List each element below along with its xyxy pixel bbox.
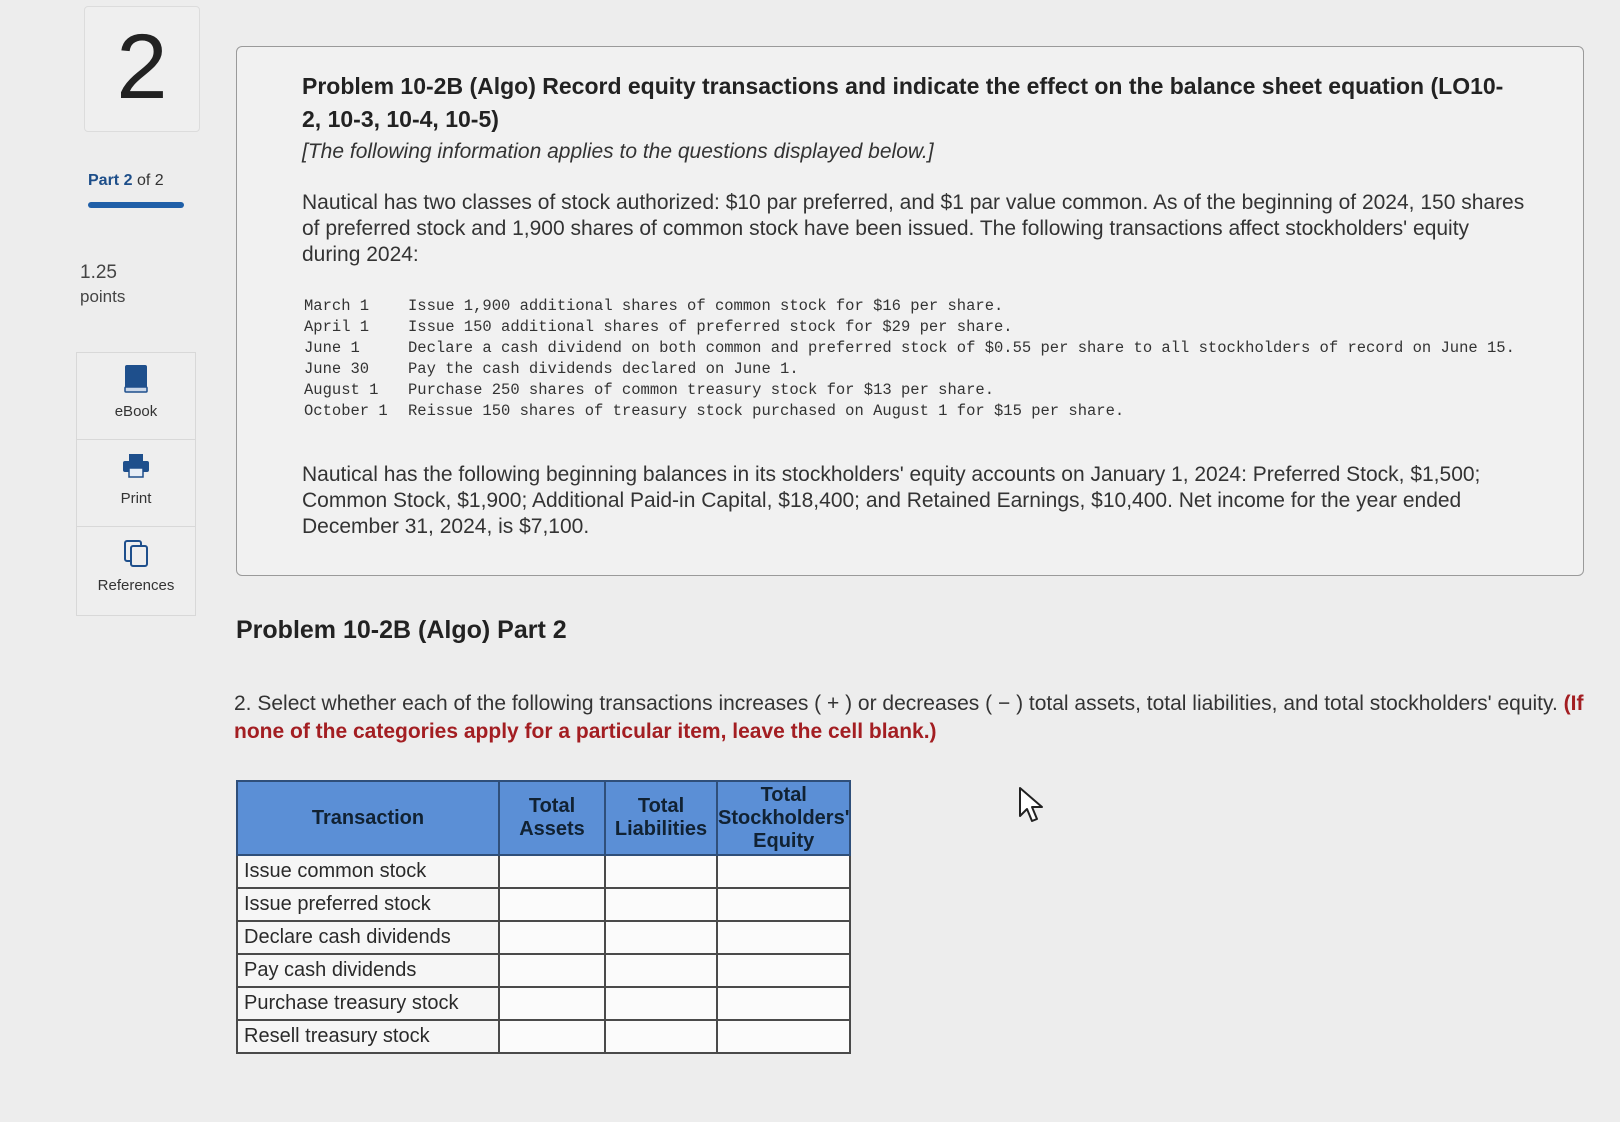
part-current: 2: [123, 172, 133, 189]
table-row: [237, 987, 850, 1020]
question-number-box: [84, 6, 200, 132]
part-progress-bar: [88, 202, 184, 208]
transaction-label: Issue common stock: [237, 855, 499, 888]
print-label: Print: [120, 490, 152, 507]
references-label: References: [97, 577, 175, 594]
transaction-row: [304, 338, 1524, 359]
transaction-label: Resell treasury stock: [237, 1020, 499, 1053]
question-number: 2: [116, 16, 168, 118]
part-heading: Problem 10-2B (Algo) Part 2: [236, 616, 567, 644]
total-equity-select[interactable]: [717, 1020, 850, 1053]
transaction-desc: Reissue 150 shares of treasury stock purchased on August 1 for $15 per share.: [408, 402, 1125, 420]
total-liabilities-select[interactable]: [605, 987, 717, 1020]
table-row: [237, 954, 850, 987]
instruction-text: [234, 690, 1604, 746]
transaction-desc: Purchase 250 shares of common treasury stock for $13 per share.: [408, 381, 994, 399]
total-equity-select[interactable]: [717, 921, 850, 954]
transaction-row: [304, 380, 1524, 401]
transaction-row: [304, 401, 1524, 422]
part-indicator: [88, 172, 164, 190]
part-prefix: Part: [88, 172, 120, 189]
transaction-date: March 1: [304, 297, 370, 315]
transaction-desc: Declare a cash dividend on both common and preferred stock of $0.55 per share to all stockholders of record on June 15.: [408, 339, 1515, 357]
print-button[interactable]: [77, 440, 195, 527]
total-assets-select[interactable]: [499, 888, 605, 921]
table-row: [237, 888, 850, 921]
total-equity-select[interactable]: [717, 855, 850, 888]
transaction-date: October 1: [304, 402, 388, 420]
instruction-main: 2. Select whether each of the following transactions increases ( + ) or decreases ( − ) total assets, total liabilities, and total stockholders' equity.: [234, 692, 1558, 715]
table-row: [237, 1020, 850, 1053]
transaction-row: [304, 296, 1524, 317]
total-equity-select[interactable]: [717, 987, 850, 1020]
total-equity-select[interactable]: [717, 954, 850, 987]
total-assets-select[interactable]: [499, 921, 605, 954]
total-assets-select[interactable]: [499, 954, 605, 987]
col-header-total-equity: Total Stockholders' Equity: [717, 781, 850, 855]
part-of: of 2: [136, 172, 164, 189]
total-liabilities-select[interactable]: [605, 855, 717, 888]
col-header-total-assets: Total Assets: [499, 781, 605, 855]
transaction-label: Issue preferred stock: [237, 888, 499, 921]
total-liabilities-select[interactable]: [605, 921, 717, 954]
table-row: [237, 855, 850, 888]
transaction-desc: Issue 1,900 additional shares of common stock for $16 per share.: [408, 297, 1004, 315]
copy-icon: [121, 537, 151, 569]
book-icon: [121, 363, 151, 395]
transaction-date: April 1: [304, 318, 370, 336]
references-button[interactable]: [77, 527, 195, 613]
transaction-label: Declare cash dividends: [237, 921, 499, 954]
transaction-label: Purchase treasury stock: [237, 987, 499, 1020]
tools-panel: [76, 352, 196, 616]
ebook-button[interactable]: [77, 353, 195, 440]
transaction-label: Pay cash dividends: [237, 954, 499, 987]
total-assets-select[interactable]: [499, 855, 605, 888]
total-liabilities-select[interactable]: [605, 1020, 717, 1053]
transaction-list: [304, 296, 1524, 422]
transaction-date: June 30: [304, 360, 370, 378]
instruction-red-note: (If none of the categories apply for a particular item, leave the cell blank.): [234, 692, 1584, 743]
transaction-date: August 1: [304, 381, 379, 399]
transaction-row: [304, 359, 1524, 380]
table-row: [237, 921, 850, 954]
points-label: points: [80, 287, 126, 306]
mouse-pointer-icon: [1018, 786, 1048, 826]
problem-note: [The following information applies to the questions displayed below.]: [302, 140, 934, 163]
beginning-balances: Nautical has the following beginning balances in its stockholders' equity accounts on January 1, 2024: Preferred Stock, $1,500; Common Stock, $1,900; Additional Paid-in Capital, $18,400; and Retained Earnings, $10,400. Net income for the year ended December 31, 2024, is $7,100.: [302, 463, 1481, 538]
points-value: 1.25: [80, 262, 117, 283]
problem-title: Problem 10-2B (Algo) Record equity transactions and indicate the effect on the balance sheet equation (LO10-2, 10-3, 10-4, 10-5): [302, 73, 1504, 132]
transaction-desc: Pay the cash dividends declared on June 1.: [408, 360, 799, 378]
effects-table: [236, 780, 851, 1054]
total-assets-select[interactable]: [499, 987, 605, 1020]
transaction-date: June 1: [304, 339, 360, 357]
total-liabilities-select[interactable]: [605, 888, 717, 921]
col-header-total-liabilities: Total Liabilities: [605, 781, 717, 855]
total-equity-select[interactable]: [717, 888, 850, 921]
col-header-transaction: Transaction: [237, 781, 499, 855]
problem-intro: Nautical has two classes of stock authorized: $10 par preferred, and $1 par value common. As of the beginning of 2024, 150 shares of preferred stock and 1,900 shares of common stock have been issued. The following transactions affect stockholders' equity during 2024:: [302, 191, 1525, 266]
transaction-desc: Issue 150 additional shares of preferred stock for $29 per share.: [408, 318, 1013, 336]
printer-icon: [121, 450, 151, 482]
ebook-label: eBook: [114, 403, 158, 420]
total-liabilities-select[interactable]: [605, 954, 717, 987]
transaction-row: [304, 317, 1524, 338]
total-assets-select[interactable]: [499, 1020, 605, 1053]
